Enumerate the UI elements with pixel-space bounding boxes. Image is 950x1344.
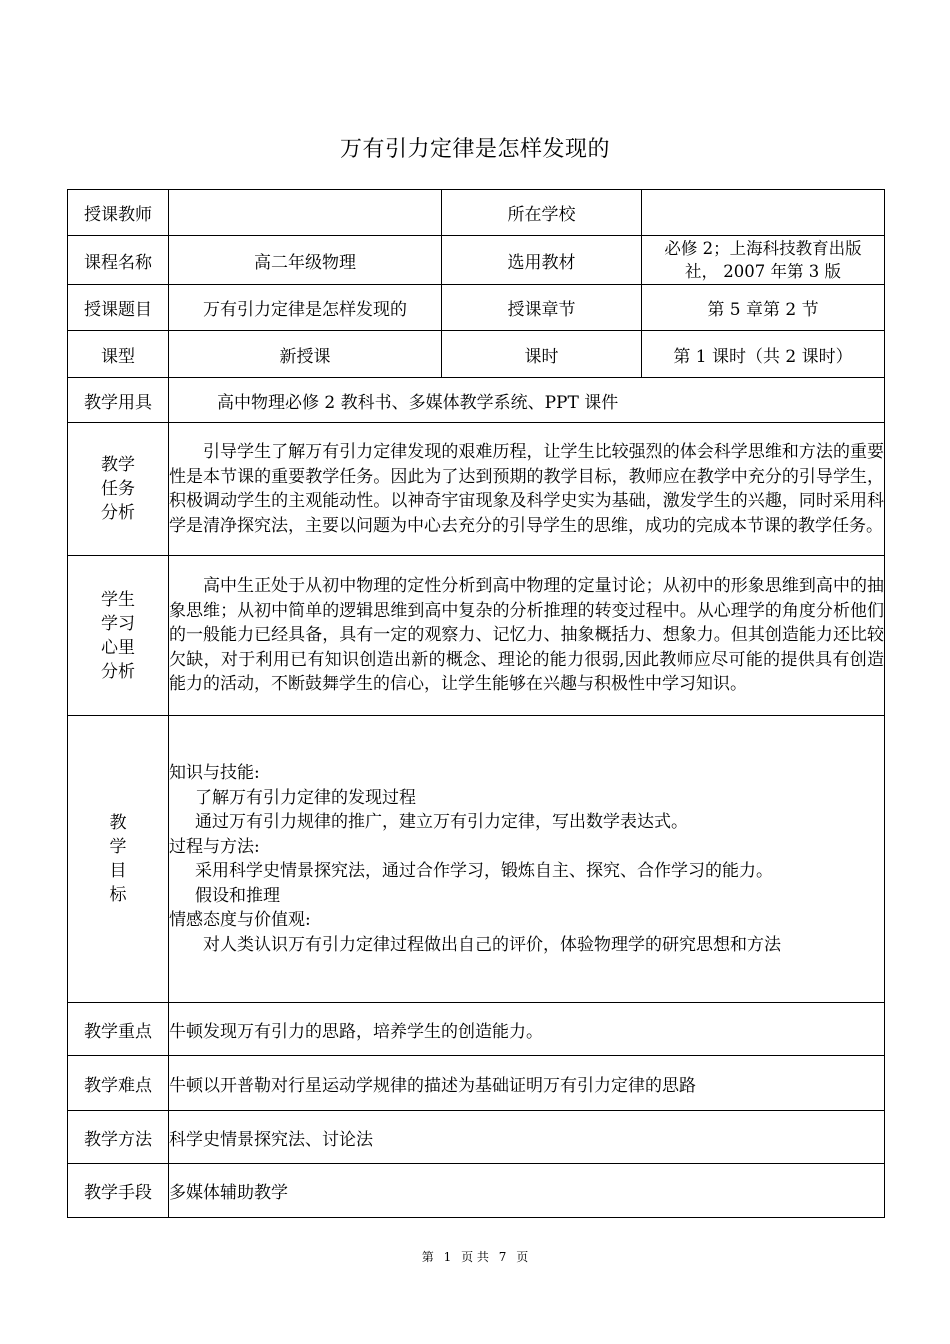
- task-label-line: 任务: [101, 479, 135, 499]
- goals-label-line: 教: [109, 813, 127, 833]
- key-label: 教学重点: [68, 1003, 169, 1056]
- goals-label-line: 学: [109, 837, 127, 857]
- goals-item: 假设和推理: [195, 885, 280, 906]
- goals-heading-process: 过程与方法:: [169, 836, 260, 857]
- period-label: 课时: [442, 331, 642, 378]
- row-lesson-type: [68, 331, 885, 378]
- footer-suffix: 页: [516, 1250, 529, 1264]
- task-text-cell: [169, 423, 885, 556]
- chapter-value: 第 5 章第 2 节: [642, 285, 885, 331]
- goals-content: [169, 716, 885, 1003]
- means-value: 多媒体辅助教学: [169, 1164, 885, 1218]
- psych-text-cell: [169, 556, 885, 716]
- difficulty-value: 牛顿以开普勒对行星运动学规律的描述为基础证明万有引力定律的思路: [169, 1056, 885, 1111]
- goals-label-line: 标: [109, 885, 127, 905]
- lesson-type-label: 课型: [68, 331, 169, 378]
- page-footer: [0, 1248, 950, 1265]
- method-label: 教学方法: [68, 1111, 169, 1164]
- course-value: 高二年级物理: [169, 236, 442, 285]
- row-means: [68, 1164, 885, 1218]
- footer-prefix: 第: [421, 1250, 434, 1264]
- means-label: 教学手段: [68, 1164, 169, 1218]
- row-topic: [68, 285, 885, 331]
- topic-value: 万有引力定律是怎样发现的: [169, 285, 442, 331]
- chapter-label: 授课章节: [442, 285, 642, 331]
- row-tools: [68, 378, 885, 423]
- row-psych: [68, 556, 885, 716]
- method-value: 科学史情景探究法、讨论法: [169, 1111, 885, 1164]
- page-title: 万有引力定律是怎样发现的: [339, 137, 610, 162]
- footer-total-pages: 7: [498, 1250, 507, 1264]
- psych-label: [68, 556, 169, 716]
- goals-item: 对人类认识万有引力定律过程做出自己的评价，体验物理学的研究思想和方法: [203, 934, 781, 955]
- footer-page-number: 1: [443, 1250, 452, 1264]
- teacher-value: [169, 190, 442, 236]
- period-value: 第 1 课时（共 2 课时）: [642, 331, 885, 378]
- row-course: [68, 236, 885, 285]
- row-method: [68, 1111, 885, 1164]
- goals-item: 采用科学史情景探究法，通过合作学习，锻炼自主、探究、合作学习的能力。: [195, 861, 773, 881]
- row-goals: [68, 716, 885, 1003]
- tools-value: 高中物理必修 2 教科书、多媒体教学系统、PPT 课件: [169, 378, 885, 423]
- footer-mid: 页 共: [461, 1250, 489, 1264]
- psych-label-line: 学生: [101, 589, 135, 610]
- tools-label: 教学用具: [68, 378, 169, 423]
- goals-label-line: 目: [109, 861, 127, 881]
- key-value: 牛顿发现万有引力的思路，培养学生的创造能力。: [169, 1003, 885, 1056]
- psych-label-line: 心里: [101, 637, 135, 658]
- goals-item: 了解万有引力定律的发现过程: [195, 787, 416, 808]
- course-label: 课程名称: [68, 236, 169, 285]
- row-difficulty: [68, 1056, 885, 1111]
- school-label: 所在学校: [442, 190, 642, 236]
- psych-text: 高中生正处于从初中物理的定性分析到高中物理的定量讨论；从初中的形象思维到高中的抽象思维；从初中简单的逻辑思维到高中复杂的分析推理的转变过程中。从心理学的角度分析他们的一般能力已经具备，具有一定的观察力、记忆力、抽象概括力、想象力。但其创造能力还比较欠缺，对于利用已有知识创造出新的概念、理论的能力很弱,因此教师应尽可能的提供具有创造能力的活动，不断鼓舞学生的信心，让学生能够在兴趣与积极性中学习知识。: [169, 576, 884, 695]
- task-label: [68, 423, 169, 556]
- goals-label: [68, 716, 169, 1003]
- goals-heading-attitude: 情感态度与价值观:: [169, 910, 311, 930]
- textbook-value: [642, 236, 885, 285]
- psych-label-line: 分析: [101, 661, 135, 682]
- teacher-label: 授课教师: [68, 190, 169, 236]
- psych-label-line: 学习: [101, 613, 135, 634]
- row-key: [68, 1003, 885, 1056]
- textbook-value-line1: 必修 2；上海科技教育出版: [664, 239, 862, 258]
- goals-item: 通过万有引力规律的推广，建立万有引力定律，写出数学表达式。: [195, 812, 688, 832]
- task-label-line: 教学: [101, 455, 135, 475]
- goals-heading-knowledge: 知识与技能:: [169, 763, 260, 783]
- textbook-label: 选用教材: [442, 236, 642, 285]
- row-teacher: [68, 190, 885, 236]
- topic-label: 授课题目: [68, 285, 169, 331]
- textbook-value-line2: 社， 2007 年第 3 版: [685, 262, 841, 281]
- task-label-line: 分析: [101, 503, 135, 523]
- school-value: [642, 190, 885, 236]
- lesson-plan-table: [67, 189, 885, 1218]
- row-task: [68, 423, 885, 556]
- task-text: 引导学生了解万有引力定律发现的艰难历程，让学生比较强烈的体会科学思维和方法的重要性是本节课的重要教学任务。因此为了达到预期的教学目标，教师应在教学中充分的引导学生，积极调动学生的主观能动性。以神奇宇宙现象及科学史实为基础，激发学生的兴趣，同时采用科学是清净探究法，主要以问题为中心去充分的引导学生的思维，成功的完成本节课的教学任务。: [169, 442, 884, 536]
- lesson-type-value: 新授课: [169, 331, 442, 378]
- difficulty-label: 教学难点: [68, 1056, 169, 1111]
